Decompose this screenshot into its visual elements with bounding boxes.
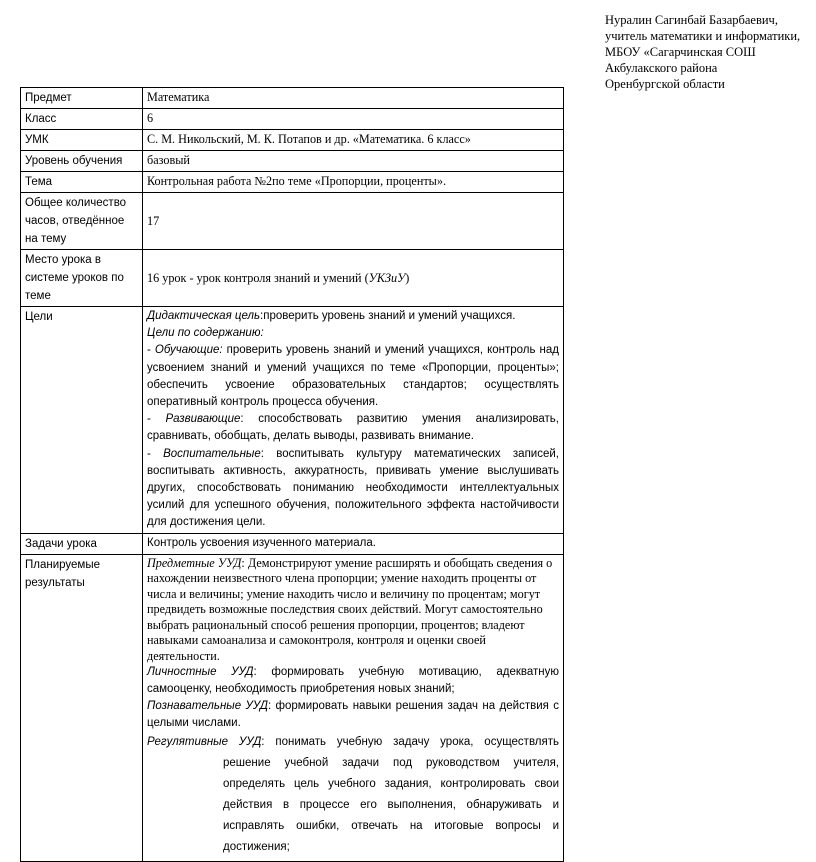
place-value: [143, 250, 564, 307]
reg-line6: достижения;: [223, 841, 290, 854]
dev-title: Развивающие: [165, 413, 241, 426]
place-suffix: ): [405, 271, 410, 285]
place-abbr: УКЗиУ: [368, 271, 406, 285]
author-school: МБОУ «Сагарчинская СОШ: [605, 45, 756, 59]
tasks-label: Задачи урока: [21, 533, 143, 554]
tasks-value: Контроль усвоения изученного материала.: [143, 533, 564, 554]
author-district: Акбулакского района: [605, 61, 718, 75]
reg-line4: действия в процессе его выполнения, обнаруживать и: [223, 799, 559, 812]
edu-title: Обучающие:: [154, 344, 223, 357]
table-row: [21, 172, 564, 193]
cog-text: : формировать навыки решения задач на действия с целыми числами.: [147, 700, 559, 730]
level-label: Уровень обучения: [21, 151, 143, 172]
hours-label: Общее количество часов, отведённое на тему: [21, 193, 143, 250]
reg-line3: определять цель учебного задания, контролировать свои: [223, 778, 559, 791]
grade-value: 6: [143, 109, 564, 130]
reg-line1: : понимать учебную задачу урока, осуществлять: [261, 736, 559, 749]
level-value: базовый: [143, 151, 564, 172]
reg-title: Регулятивные УУД: [147, 736, 262, 749]
up-title: Воспитательные: [163, 447, 261, 460]
reg-line2: решение учебной задачи под руководством учителя,: [223, 757, 559, 770]
lesson-plan-table: [20, 87, 564, 862]
place-label: Место урока в системе уроков по теме: [21, 250, 143, 307]
subject-label: Предмет: [21, 88, 143, 109]
table-row: [21, 307, 564, 534]
place-prefix: 16 урок - урок контроля знаний и умений (: [147, 271, 369, 285]
hours-value: 17: [143, 193, 564, 250]
pers-title: Личностные УУД: [147, 666, 254, 679]
topic-label: Тема: [21, 172, 143, 193]
goals-label: Цели: [21, 307, 143, 534]
results-label: Планируемые результаты: [21, 554, 143, 862]
author-region: Оренбургской области: [605, 77, 725, 91]
edu-text: проверить уровень знаний и умений учащихся, контроль над усвоением знаний и умений учащихся по теме «Пропорции, проценты»; обеспечить усвоение образовательных стандартов; осуществлять оперативный контроль процесса обучения.: [147, 344, 559, 409]
didactic-text: :проверить уровень знаний и умений учащихся.: [260, 310, 516, 322]
results-value: [143, 554, 564, 862]
subject-value: Математика: [143, 88, 564, 109]
reg-line5: исправлять ошибки, отвечать на итоговые вопросы и: [223, 820, 559, 833]
table-row: [21, 193, 564, 250]
up-prefix: -: [147, 447, 164, 460]
dev-text: : способствовать развитию умения анализировать, сравнивать, обобщать, делать выводы, развивать внимание.: [147, 413, 559, 443]
umk-value: С. М. Никольский, М. К. Потапов и др. «Математика. 6 класс»: [143, 130, 564, 151]
up-text: : воспитывать культуру математических записей, воспитывать активность, аккуратность, прививать умение выслушивать других, способствовать пониманию необходимости интеллектуальных усилий для успешного обучения, положительного эффекта настойчивости для достижения цели.: [147, 447, 559, 529]
topic-value: Контрольная работа №2по теме «Пропорции, проценты».: [143, 172, 564, 193]
table-row: [21, 151, 564, 172]
goals-value: [143, 307, 564, 534]
author-info: [605, 12, 800, 92]
table-row: [21, 88, 564, 109]
didactic-title: Дидактическая цель: [147, 310, 261, 322]
subj-text: : Демонстрируют умение расширять и обобщать сведения о нахождении неизвестного члена пропорции; умение находить проценты от числа и величины; умение находить число и величину по процентам; могут предвидеть возможные последствия своих действий. Могут самостоятельно выбрать рациональный способ решения пропорции, процентов; владеют навыками самоанализа и самоконтроля, контроля и оценки своей деятельности.: [147, 555, 553, 663]
umk-label: УМК: [21, 130, 143, 151]
table-row: [21, 554, 564, 862]
cog-title: Познавательные УУД: [147, 700, 268, 713]
dev-prefix: -: [147, 413, 166, 426]
author-position: учитель математики и информатики,: [605, 29, 801, 43]
edu-prefix: -: [147, 344, 155, 357]
table-row: [21, 533, 564, 554]
table-row: [21, 250, 564, 307]
grade-label: Класс: [21, 109, 143, 130]
pers-text: : формировать учебную мотивацию, адекватную самооценку, необходимость приобретения новых знаний;: [147, 666, 559, 696]
table-row: [21, 109, 564, 130]
author-name: Нуралин Сагинбай Базарбаевич,: [605, 13, 778, 27]
subj-title: Предметные УУД: [147, 555, 242, 570]
content-goals-title: Цели по содержанию:: [147, 327, 264, 340]
table-row: [21, 130, 564, 151]
